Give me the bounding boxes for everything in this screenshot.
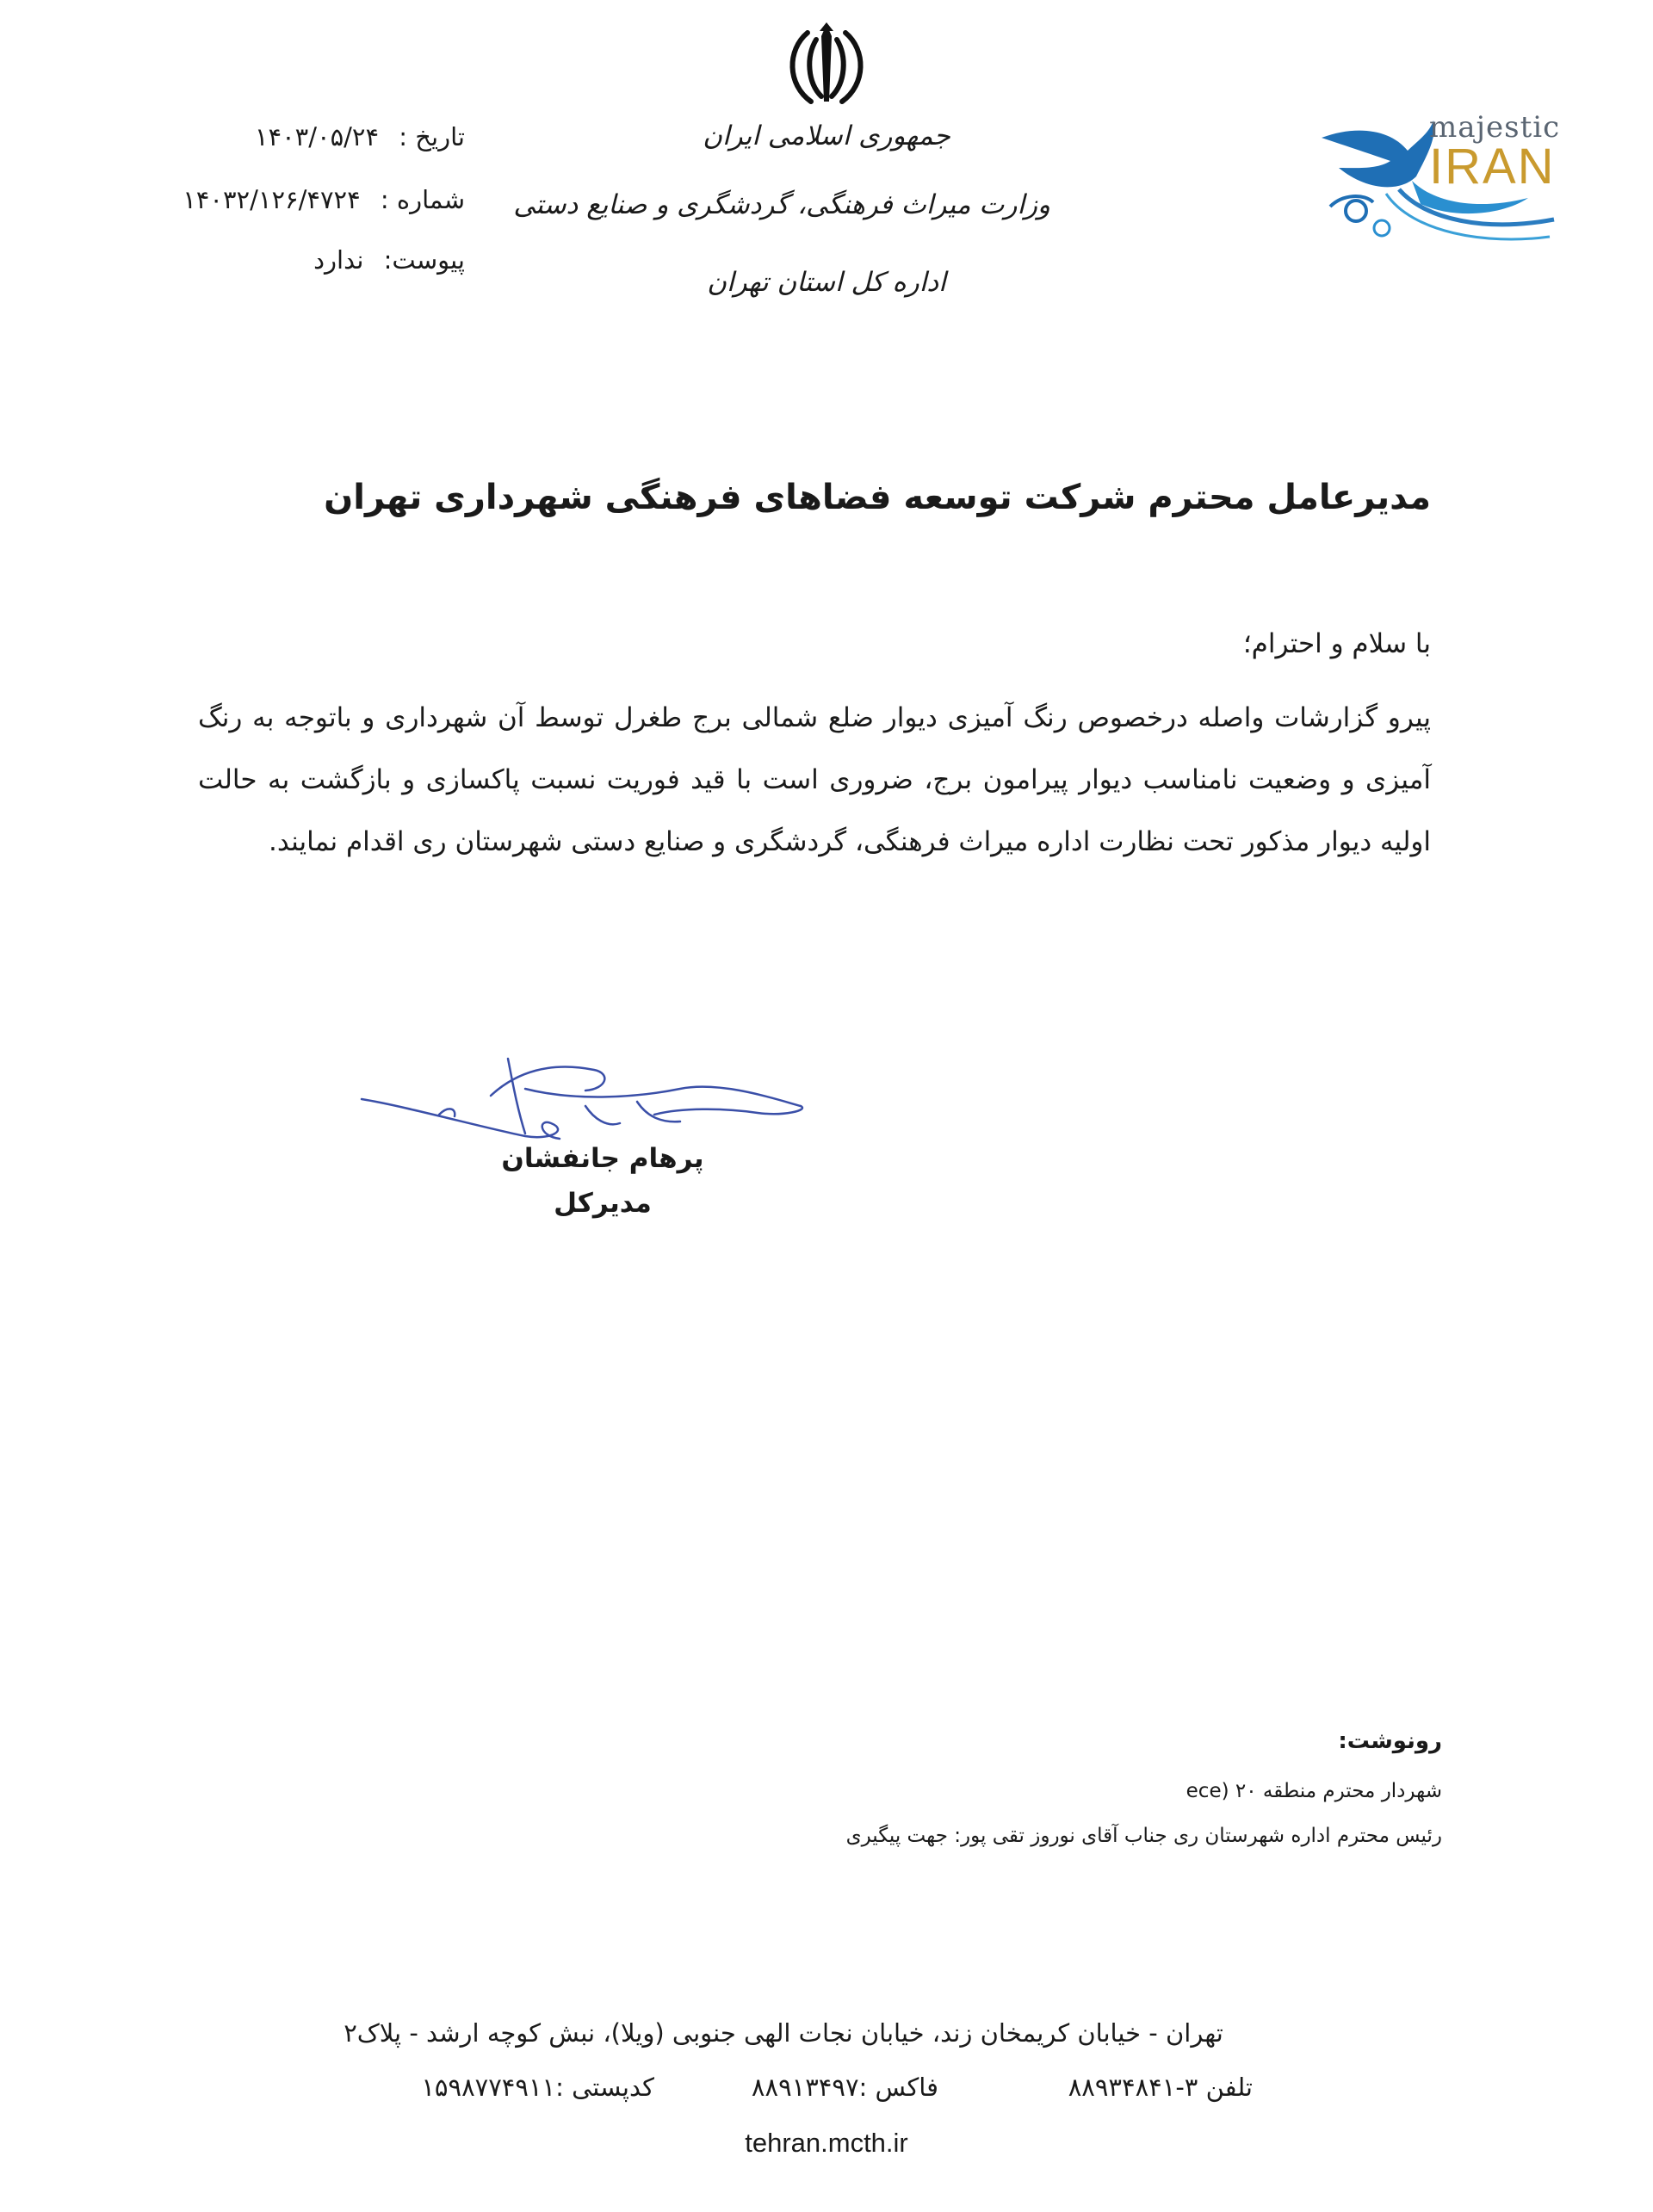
signatory-title: مدیرکل	[554, 1188, 652, 1219]
meta-attachment	[313, 245, 465, 275]
meta-attachment-label: پیوست:	[383, 245, 465, 275]
letter-recipient: مدیرعامل محترم شرکت توسعه فضاهای فرهنگی شهرداری تهران	[324, 478, 1431, 517]
cc-line-2: رئیس محترم اداره شهرستان ری جناب آقای نوروز تقی پور: جهت پیگیری	[845, 1825, 1442, 1847]
letter-greeting: با سلام و احترام؛	[1242, 628, 1431, 659]
meta-number	[183, 185, 465, 214]
footer-phone: تلفن ۳-۸۸۹۳۴۸۴۱	[1068, 2073, 1253, 2102]
footer-website-link[interactable]: tehran.mcth.ir	[745, 2128, 908, 2158]
meta-date	[255, 122, 465, 151]
meta-number-value: ۱۴۰۳۲/۱۲۶/۴۷۲۴	[183, 185, 361, 214]
logo-word-iran: IRAN	[1429, 139, 1556, 195]
meta-date-value: ۱۴۰۳/۰۵/۲۴	[254, 122, 380, 151]
footer-postal-code: کدپستی :۱۵۹۸۷۷۴۹۱۱	[421, 2073, 654, 2102]
footer-address: تهران - خیابان کریمخان زند، خیابان نجات الهی جنوبی (ویلا)، نبش کوچه ارشد - پلاک۲	[344, 2018, 1223, 2048]
ministry-line-republic: جمهوری اسلامی ایران	[703, 120, 950, 151]
iran-emblem-icon	[775, 15, 878, 119]
signatory-name: پرهام جانفشان	[501, 1143, 704, 1174]
letter-body: پیرو گزارشات واصله درخصوص رنگ آمیزی دیوار ضلع شمالی برج طغرل توسط آن شهرداری و باتوجه به رنگ آمیزی و وضعیت نامناسب دیوار پیرامون برج، ضروری است با قید فوریت نسبت پاکسازی و بازگشت به حالت اولیه دیوار مذکور تحت نظارت اداره میراث فرهنگی، گردشگری و صنایع دستی شهرستان ری اقدام نمایند.	[198, 702, 1431, 857]
meta-number-label: شماره :	[380, 185, 465, 214]
cc-line-1: شهردار محترم منطقه ۲۰ (ece	[1186, 1780, 1442, 1802]
cc-heading: رونوشت:	[1338, 1728, 1442, 1754]
footer-fax: فاکس :۸۸۹۱۳۴۹۷	[751, 2073, 938, 2102]
ministry-line-office: اداره کل استان تهران	[707, 267, 946, 298]
ministry-line-name: وزارت میراث فرهنگی، گردشگری و صنایع دستی	[513, 189, 1050, 220]
meta-date-label: تاریخ :	[399, 122, 465, 151]
meta-attachment-value: ندارد	[313, 245, 364, 275]
logo-word-majestic: majestic	[1429, 110, 1561, 145]
